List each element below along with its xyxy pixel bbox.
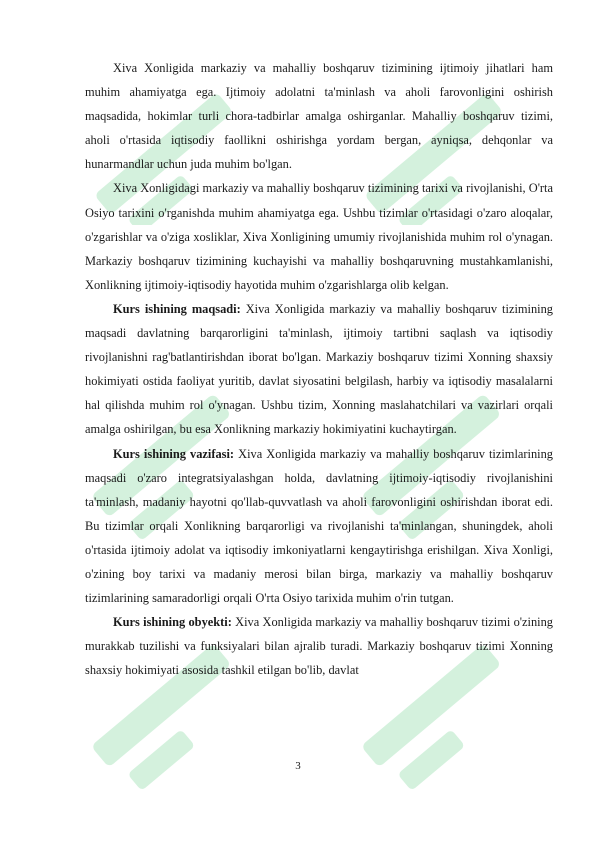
paragraph-text: Xiva Xonligida markaziy va mahalliy boshqaruv tizimining maqsadi davlatning barqarorligini ta'minlash, ijtimoiy tartibni saqlash va iqtisodiy rivojlanishni rag'batlantirishdan iborat bo'lgan. Markaziy boshqaruv tizimi Xonning shaxsiy hokimiyati ostida faoliyat yuritib, davlat siyosatini belgilash, harbiy va iqtisodiy masalalarni hal qilishda muhim rol o'ynagan. Ushbu tizim, Xonning maslahatchilari va vazirlari orqali amalga oshirilgan, bu esa Xonlikning markaziy hokimiyatini kuchaytirgan. bbox=[85, 301, 553, 437]
paragraph-text: Xiva Xonligida markaziy va mahalliy boshqaruv tizimlarining maqsadi o'zaro integratsiyalashgan holda, davlatning ijtimoiy-iqtisodiy rivojlanishini ta'minlash, madaniy hayotni qo'llab-quvvatlash va aholi farovonligini oshirishdan iborat edi. Bu tizimlar orqali Xonlikning barqarorligi va rivojlanishi ta'minlangan, shuningdek, aholi o'rtasida ijtimoiy adolat va iqtisodiy imkoniyatlarni kengaytirishga erishilgan. Xiva Xonligi, o'zining boy tarixi va madaniy merosi bilan birga, markaziy va mahalliy boshqaruv tizimlarining samaradorligi orqali O'rta Osiyo tarixida muhim o'rin tutgan. bbox=[85, 446, 553, 606]
paragraph-text: Xiva Xonligida markaziy va mahalliy boshqaruv tizimining ijtimoiy jihatlari ham muhim ahamiyatga ega. Ijtimoiy adolatni ta'minlash va aholi farovonligini oshirish maqsadida, hokimlar turli chora-tadbirlar amalga oshirganlar. Mahalliy boshqaruv tizimi, aholi o'rtasida iqtisodiy faollikni oshirishga yordam bergan, ayniqsa, dehqonlar va hunarmandlar uchun juda muhim bo'lgan. bbox=[85, 61, 553, 172]
paragraph bbox=[85, 56, 553, 176]
paragraph-heading: Kurs ishining maqsadi: bbox=[113, 301, 241, 316]
paragraph bbox=[85, 297, 553, 442]
paragraph-text: Xiva Xonligidagi markaziy va mahalliy boshqaruv tizimining tarixi va rivojlanishi, O'rta Osiyo tarixini o'rganishda muhim ahamiyatga ega. Ushbu tizimlar o'rtasidagi o'zaro aloqalar, o'zgarishlar va o'ziga xosliklar, Xiva Xonligining umumiy rivojlanishida muhim rol o'ynagan. Markaziy boshqaruv tizimining kuchayishi va mahalliy boshqaruvning mustahkamlanishi, Xonlikning ijtimoiy-iqtisodiy hayotida muhim o'zgarishlarga olib kelgan. bbox=[85, 181, 553, 292]
paragraph-heading: Kurs ishining obyekti: bbox=[113, 615, 232, 630]
page-number: 3 bbox=[295, 760, 301, 772]
paragraph bbox=[85, 442, 553, 611]
paragraph bbox=[85, 176, 553, 296]
document-body bbox=[85, 56, 553, 682]
paragraph-text: Xiva Xonligida markaziy va mahalliy boshqaruv tizimi o'zining murakkab tuzilishi va funksiyalari bilan ajralib turadi. Markaziy boshqaruv tizimi Xonning shaxsiy hokimiyati asosida tashkil etilgan bo'lib, davlat bbox=[85, 615, 553, 678]
paragraph bbox=[85, 610, 553, 682]
paragraph-heading: Kurs ishining vazifasi: bbox=[113, 446, 235, 461]
